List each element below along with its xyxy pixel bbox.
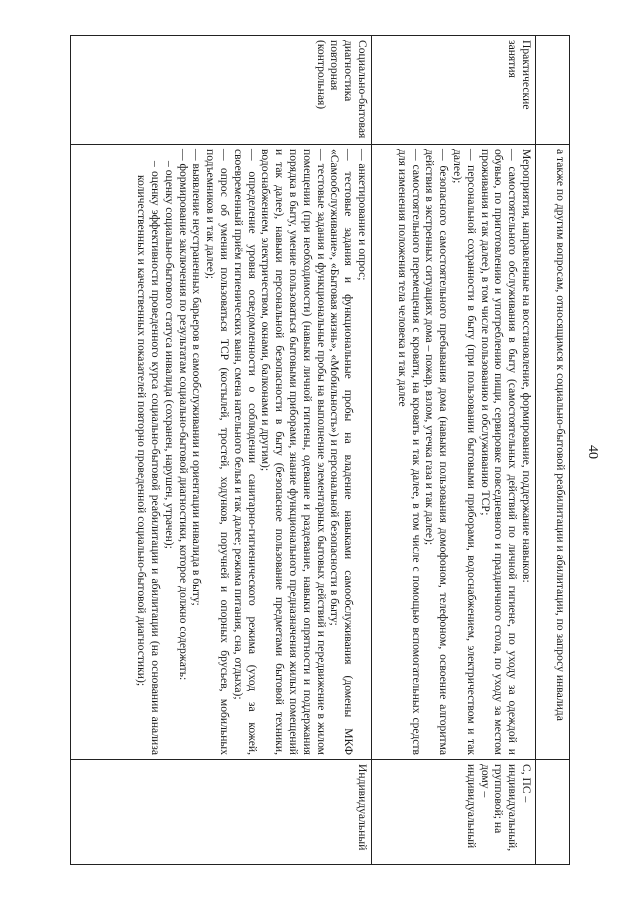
list-item: — самостоятельного обслуживания в быту (самостоятельных действий по личной гигиене, по уходу за одеждой и обувью, по приготовлению и употреблению пищи, сервировке повседневного и праздничного стола, по уходу за местом проживания и так далее), в том числе пользованию и обслуживанию ТСР; — [478, 149, 520, 755]
cell-empty — [536, 760, 570, 865]
cell-form-diagnostics: Индивидуальный — [71, 760, 372, 865]
cell-activity-diagnostics: Социально-бытовая диагностика повторная (контрольная) — [71, 36, 372, 145]
table-row — [71, 36, 372, 865]
table-row — [536, 36, 570, 865]
rotated-page — [70, 35, 570, 865]
cell-practical-description — [372, 145, 536, 760]
practical-intro: Мероприятия, направленные на восстановление, формирование, поддержание навыков: — [520, 149, 533, 583]
list-item: — анкетирование и опрос; — [356, 149, 369, 281]
list-item: — персональной сохранности в быту (при пользовании бытовыми приборами, водоснабжением, электричеством и так далее); — [451, 149, 478, 755]
cell-form-practical: С, ПС – индивидуальный, групповой; на дому – индивидуальный — [372, 760, 536, 865]
rehabilitation-table — [70, 35, 570, 865]
list-item: — определение уровня осведомленности о соблюдении санитарно-гигиенического режима (уход за кожей, своевременный приём гигиенических ванн, смена нательного белья и так далее; режима питания, сна, отдыха); — [231, 149, 259, 755]
sub-list-item: – оценку эффективности проведенного курса социально-бытовой реабилитации и абилитации (на основании анализа количественных и качественных показателей повторно проведенной социально-бытовой диагностики); — [135, 161, 163, 755]
list-item: — тестовые задания и функциональные пробы на выполнение элементарных бытовых действий и передвижение в жилом помещении (при необходимости) (навыки личной гигиены, одевание и раздевание, навыки опрятности и поддержания порядка в быту, умение пользоваться бытовыми приборами, знание функционального предназначения жилых помещений и так далее), навыки персональной безопасности в быту (безопасное пользование предметами бытовой техники, водоснабжением, электричеством, окнами, балконами и другим); — [259, 149, 328, 755]
list-item: — самостоятельного перемещения с кровати, на кровать и так далее, в том числе с помощью вспомогательных средств для изменения положения тела человека и так далее — [395, 149, 423, 755]
list-item: — безопасного самостоятельного пребывания дома (навыки пользования домофоном, телефоном, освоение алгоритма действия в экстренных ситуациях дома – пожар, взлом, утечка газа и так далее); — [423, 149, 451, 755]
page-number: 40 — [585, 445, 600, 459]
table-row — [372, 36, 536, 865]
cell-empty — [536, 36, 570, 145]
list-item: — тестовые задания и функциональные пробы на владение навыками самообслуживания (домены МКФ «Самообслуживание», «Бытовая жизнь», «Мобильность») и персональной безопасности в быту; — [328, 149, 356, 755]
list-item: — формирование заключения по результатам социально-бытовой диагностики, которое должно содержать: — [176, 149, 190, 681]
cell-diagnostics-description — [71, 145, 372, 760]
list-item: — выявление неустраненных барьеров в самообслуживании и ориентации инвалида в быту; — [190, 149, 204, 606]
cell-activity-practical: Практические занятия — [372, 36, 536, 145]
cell-request-note: а также по другим вопросам, относящимся к социально-бытовой реабилитации и абилитации, по запросу инвалида — [536, 145, 570, 760]
list-item: — опрос об умении пользоваться ТСР (костылей, тростей, ходунков, поручней и опорных брусьев, мобильных подъемников и так далее); — [204, 149, 232, 755]
sub-list-item: – оценку социально-бытового статуса инвалида (сохранен, нарушен, утрачен); — [162, 161, 176, 549]
